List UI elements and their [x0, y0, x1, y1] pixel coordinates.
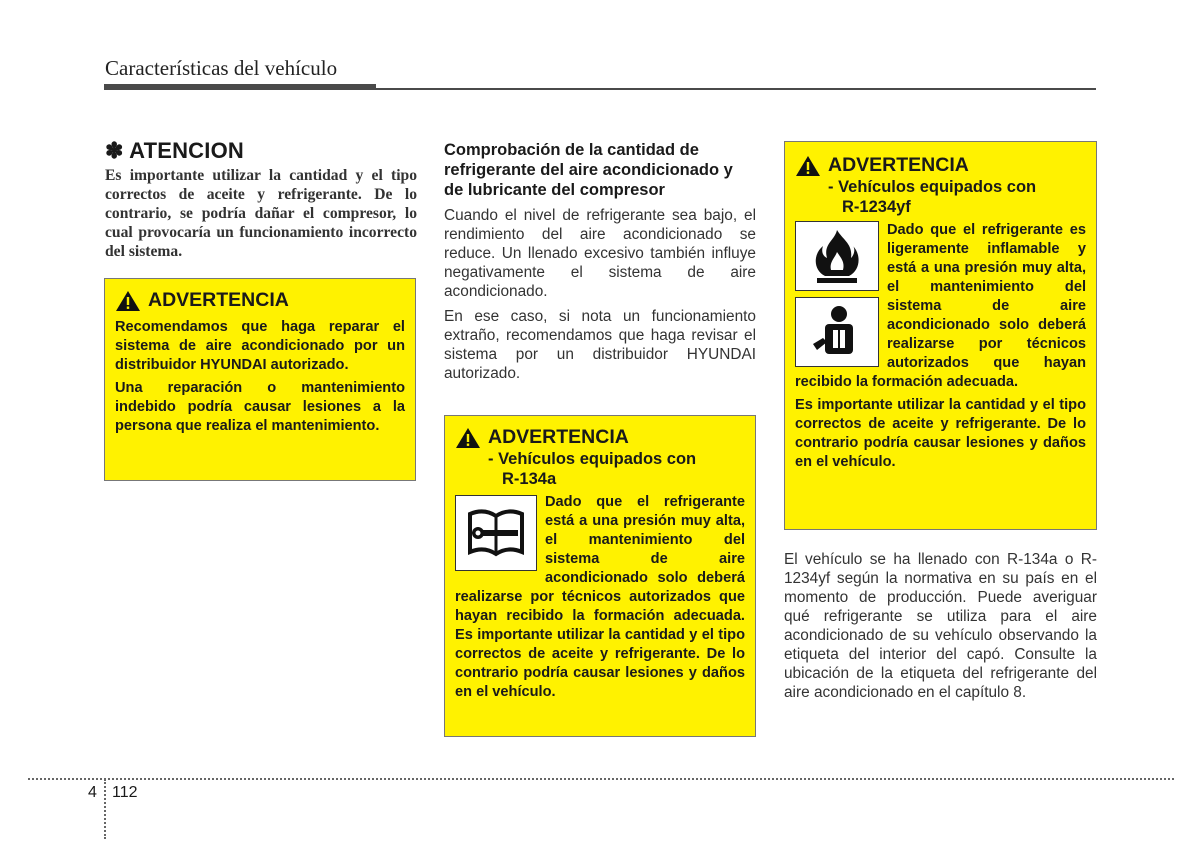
footer-divider [104, 779, 106, 839]
warning-header [115, 289, 405, 312]
warning-box-r134a [444, 415, 756, 737]
refrigerant-note [784, 550, 1097, 708]
warning-paragraph: Una reparación o mantenimiento indebido podría causar lesiones a la persona que realiza el mantenimiento. [115, 380, 405, 434]
warning-subtitle: - Vehículos equipados con [488, 450, 697, 468]
warning-paragraph: Dado que el refrigerante es ligeramente inflamable y está a una presión muy alta, el mantenimiento del sistema de aire acondicionado solo deberá realizarse por técnicos autorizados que hayan recibido la formación adecuada. [795, 222, 1086, 390]
header-rule [376, 88, 1096, 90]
refrigerant-check-section [444, 140, 756, 389]
body-paragraph: En ese caso, si nota un funcionamiento extraño, recomendamos que haga revisar el sistema por un distribuidor HYUNDAI autorizado. [444, 308, 756, 382]
footer-rule [28, 778, 1174, 780]
flame-icon [795, 221, 879, 291]
attention-body: Es importante utilizar la cantidad y el tipo correctos de aceite y refrigerante. De lo contrario, se podría dañar el compresor, lo cual provocaría un funcionamiento incorrecto del sistema. [105, 167, 417, 260]
warning-paragraph: Es importante utilizar la cantidad y el tipo correctos de aceite y refrigerante. De lo contrario podría causar lesiones y daños en el vehículo. [795, 397, 1086, 470]
warning-title: ADVERTENCIA [148, 289, 289, 311]
warning-text: Dado que el refrigerante está a una presión muy alta, el mantenimiento del sistema de aire acondicionado solo deberá realizarse por técnicos autorizados que hayan recibido la formación adecuada. Es importante utilizar la cantidad y el tipo correctos de aceite y refrigerante. De lo contrario podría causar lesiones y daños en el vehículo. [455, 494, 745, 700]
technician-icon [795, 297, 879, 367]
warning-box-repair [104, 278, 416, 481]
warning-box-r1234yf [784, 141, 1097, 530]
warning-subtitle: R-1234yf [842, 198, 911, 216]
warning-subtitle: - Vehículos equipados con [828, 178, 1037, 196]
chapter-number: 4 [88, 784, 97, 801]
warning-header [795, 154, 1086, 177]
body-paragraph: El vehículo se ha llenado con R-134a o R-1234yf según la normativa en su país en el momento de producción. Puede averiguar qué refrigerante se utiliza para el aire acondicionado de su vehículo observando la etiqueta del interior del capó. Consulte la ubicación de la etiqueta del refrigerante del aire acondicionado en el capítulo 8. [784, 551, 1097, 701]
warning-triangle-icon [795, 155, 821, 177]
warning-triangle-icon [455, 427, 481, 449]
warning-triangle-icon [115, 290, 141, 312]
warning-subtitle: R-134a [502, 470, 557, 488]
page-number: 112 [112, 784, 138, 801]
header-bar [104, 84, 376, 90]
icon-stack [795, 221, 879, 367]
page-header-title: Características del vehículo [105, 56, 338, 80]
warning-header [455, 426, 745, 449]
warning-title: ADVERTENCIA [828, 154, 969, 176]
manual-wrench-icon [455, 495, 537, 571]
attention-title: ✽ ATENCION [105, 138, 244, 163]
attention-section [105, 138, 417, 261]
section-heading: Comprobación de la cantidad de refrigerante del aire acondicionado y de lubricante del compresor [444, 141, 733, 199]
body-paragraph: Cuando el nivel de refrigerante sea bajo, el rendimiento del aire acondicionado se reduce. Un llenado excesivo también influye negativamente el sistema de aire acondicionado. [444, 207, 756, 300]
warning-title: ADVERTENCIA [488, 426, 629, 448]
warning-paragraph: Recomendamos que haga reparar el sistema de aire acondicionado por un distribuidor HYUNDAI autorizado. [115, 319, 405, 373]
